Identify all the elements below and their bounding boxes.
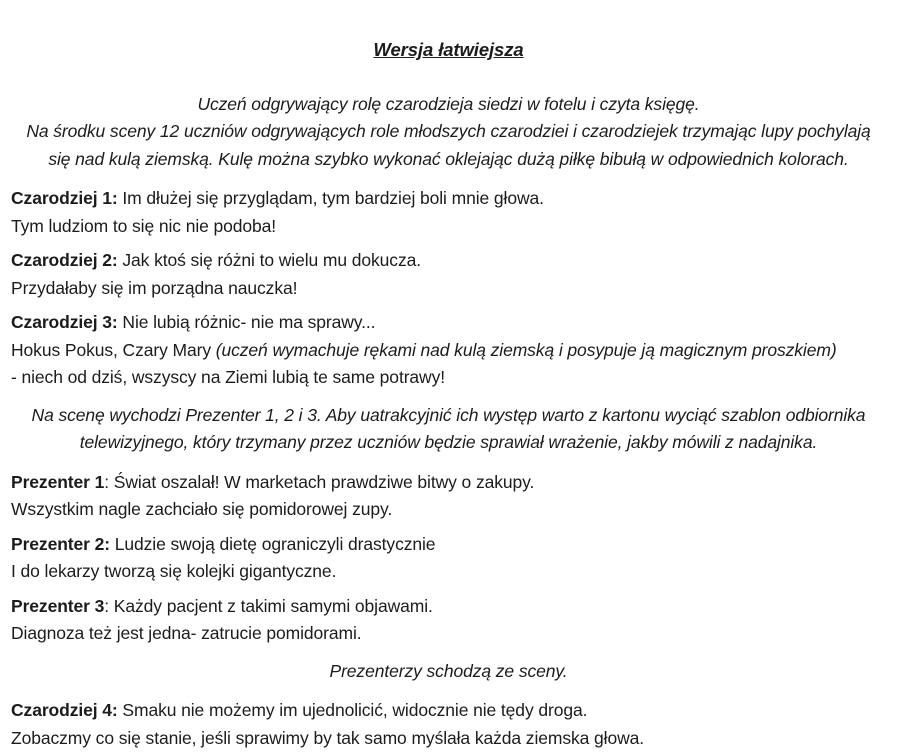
dialogue-prezenter-2 (11, 531, 886, 586)
dialogue-czarodziej-2 (11, 247, 886, 302)
text-run: (uczeń wymachuje rękami nad kulą ziemską i posypuje ją magicznym proszkiem) (215, 339, 837, 360)
dialogue-prezenter-3 (11, 593, 886, 648)
text-run: Smaku nie możemy im ujednolicić, widocznie nie tędy droga. (117, 700, 588, 720)
speaker-label: Czarodziej 1: (11, 188, 118, 208)
text-run: Na środku sceny 12 uczniów odgrywających role młodszych czarodziei i czarodziejek trzymając lupy pochylają (26, 121, 871, 141)
speaker-label: Prezenter 3 (11, 595, 105, 616)
dialogue-prezenter-1 (11, 469, 886, 524)
text-run: telewizyjnego, który trzymany przez uczniów będzie sprawiał wrażenie, jakby mówili z nadajnika. (79, 432, 818, 452)
presenters-enter-stage-direction (11, 402, 886, 457)
speaker-label: Czarodziej 2: (11, 250, 118, 270)
text-run: : Każdy pacjent z takimi samymi objawami. (104, 595, 433, 616)
presenters-exit-stage-direction (11, 658, 886, 686)
speaker-label: Czarodziej 3: (11, 312, 118, 332)
text-run: - niech od dziś, wszyscy na Ziemi lubią te same potrawy! (11, 367, 446, 387)
text-run: I do lekarzy tworzą się kolejki gigantyczne. (11, 561, 337, 581)
text-run: Nie lubią różnic- nie ma sprawy... (117, 312, 376, 332)
text-run: Jak ktoś się różni to wielu mu dokucza. (117, 250, 421, 270)
speaker-label: Prezenter 1 (11, 471, 105, 492)
text-run: Tym ludziom to się nic nie podoba! (11, 215, 277, 236)
text-run: Na scenę wychodzi Prezenter 1, 2 i 3. Aby uatrakcyjnić ich występ warto z kartonu wyciąć szablon odbiornika (31, 404, 866, 425)
text-run: Prezenterzy schodzą ze sceny. (329, 660, 568, 681)
dialogue-czarodziej-3 (11, 309, 886, 392)
text-run: Zobaczmy co się stanie, jeśli sprawimy by tak samo myślała każda ziemska głowa. (11, 727, 645, 748)
dialogue-czarodziej-1 (11, 185, 886, 240)
text-run: : Świat oszalał! W marketach prawdziwe bitwy o zakupy. (104, 471, 535, 492)
text-run: Ludzie swoją dietę ograniczyli drastycznie (109, 533, 436, 554)
speaker-label: Prezenter 2: (11, 533, 110, 554)
dialogue-czarodziej-4 (11, 697, 886, 752)
text-run: się nad kulą ziemską. Kulę można szybko wykonać oklejając dużą piłkę bibułą w odpowiednich kolorach. (48, 148, 849, 169)
opening-stage-direction (11, 91, 886, 174)
text-run: Im dłużej się przyglądam, tym bardziej boli mnie głowa. (117, 188, 544, 208)
document-title (11, 36, 886, 64)
speaker-label: Wersja łatwiejsza (373, 39, 524, 60)
text-run: Hokus Pokus, Czary Mary (11, 339, 216, 360)
text-run: Przydałaby się im porządna nauczka! (11, 277, 298, 298)
speaker-label: Czarodziej 4: (11, 700, 118, 720)
text-run: Wszystkim nagle zachciało się pomidorowej zupy. (11, 499, 393, 519)
text-run: Uczeń odgrywający rolę czarodzieja siedzi w fotelu i czyta księgę. (197, 93, 700, 114)
text-run: Diagnoza też jest jedna- zatrucie pomidorami. (11, 623, 362, 643)
